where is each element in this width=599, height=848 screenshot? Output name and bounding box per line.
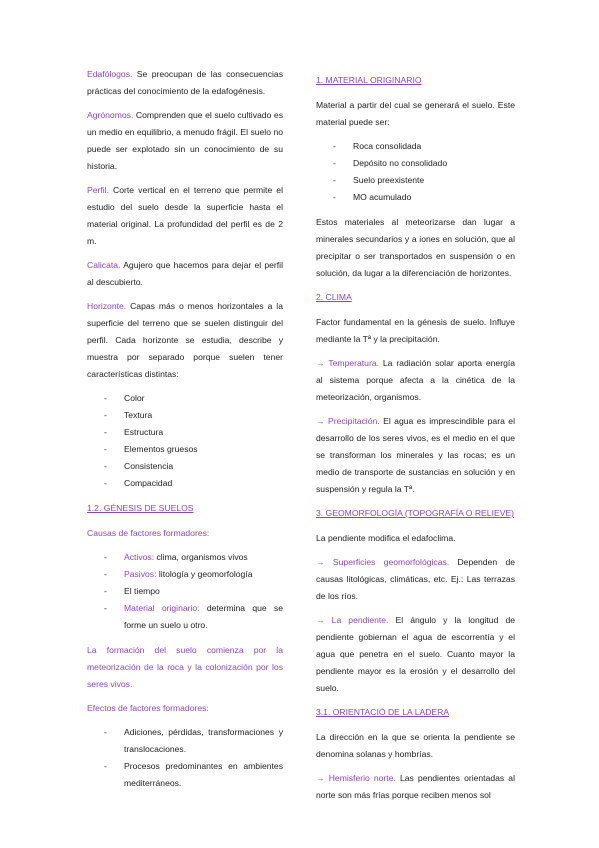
text-pendiente: El ángulo y la longitud de pendiente gobiernan el agua de escorrentía y el agua que penetra en el suelo. Cuanto mayor la pendiente mayor es la erosión y el desarrollo del suelo. [316,615,515,693]
list-materiales [316,138,515,206]
section-heading-genesis: 1.2. GÉNESIS DE SUELOS [87,503,194,513]
section-heading-material: 1. MATERIAL ORIGINARIO [316,75,422,85]
causas-title: Causas de factores formadores: [87,528,210,538]
list-item [87,600,283,634]
text-pasivos: litología y geomorfología [156,569,253,579]
term-precipitacion: Precipitación. [328,416,380,426]
section-heading-orientacion: 3.1. ORIENTACIÓ DE LA LADERA [316,707,450,717]
list-item: - Estructura [87,424,283,441]
list-item: - Procesos predominantes en ambientes mediterráneos. [87,758,283,792]
arrow-right-icon: → [316,358,329,368]
text-superficies: Dependen de causas litológicas, climáticas, etc. Ej.: Las terrazas de los ríos. [316,557,516,601]
paragraph-perfil [87,182,283,250]
text-edafologos: Se preocupan de las consecuencias prácticas del conocimiento de la edafogénesis. [87,69,283,96]
paragraph-orientacion-intro: La dirección en la que se orienta la pendiente se denomina solanas y hombrías. [316,732,515,759]
term-pasivos: Pasivos: [124,569,157,579]
paragraph-superficies [316,554,515,605]
list-item [87,549,283,566]
list-item: - Compacidad [87,475,283,492]
text-calicata: Agujero que hacemos para dejar el perfil al descubierto. [87,260,283,287]
arrow-right-icon: → [316,615,332,625]
list-caracteristicas [87,390,283,492]
list-item [87,566,283,583]
paragraph-material-text: Estos materiales al meteorizarse dan lugar a minerales secundarios y a iones en solución, que al precipitar o ser transportados en suspensión o en solución, da lugar a la diferenciación de horizontes. [316,217,515,278]
list-item: - MO acumulado [316,189,515,206]
section-heading-clima: 2. CLIMA [316,292,352,302]
paragraph-material-intro: Material a partir del cual se generará el suelo. Este material puede ser: [316,100,515,127]
text-material: determina que se forme un suelo u otro. [124,603,283,630]
arrow-right-icon: → [316,557,333,567]
term-temperatura: Temperatura. [328,358,379,368]
list-item: - Suelo preexistente [316,172,515,189]
paragraph-pendiente [316,612,515,697]
efectos-title: Efectos de factores formadores: [87,703,209,713]
term-superficies: Superficies geomorfológicas. [332,557,450,567]
term-activos: Activos: [124,552,155,562]
list-causas [87,549,283,634]
term-material: Material originario: [124,603,200,613]
paragraph-agronomos [87,107,283,175]
list-item: - Textura [87,407,283,424]
paragraph-clima-intro: Factor fundamental en la génesis de suelo. Influye mediante la Tª y la precipitación. [316,317,515,344]
paragraph-geomorfologia-intro: La pendiente modifica el edafoclima. [316,533,456,543]
text-perfil: Corte vertical en el terreno que permite el estudio del suelo desde la superficie hasta el material original. La profundidad del perfil es de 2 m. [87,185,283,246]
section-heading-geomorfologia: 3. GEOMORFOLOGÍA (TOPOGRAFÍA O RELIEVE) [316,508,515,518]
text-horizonte: Capas más o menos horizontales a la superficie del terreno que se suelen distinguir del perfil. Cada horizonte se estudia, describe y muestra por separado porque suelen tener características distintas: [87,301,283,379]
paragraph-formacion: La formación del suelo comienza por la meteorización de la roca y la colonización por los seres vivos. [87,645,283,689]
term-pendiente: La pendiente. [331,615,389,625]
list-item: - Elementos gruesos [87,441,283,458]
term-hemisferio-norte: Hemisferio norte. [328,773,396,783]
paragraph-precipitacion [316,413,515,498]
term-horizonte: Horizonte. [87,301,127,311]
term-perfil: Perfil. [87,185,109,195]
paragraph-temperatura [316,355,515,406]
left-column [87,66,283,800]
list-efectos [87,724,283,792]
arrow-right-icon: → [316,416,329,426]
term-calicata: Calicata. [87,260,121,270]
paragraph-hemisferio-norte [316,770,515,804]
text-tiempo: El tiempo [124,586,160,596]
paragraph-horizonte [87,298,283,383]
text-precipitacion: El agua es imprescindible para el desarrollo de los seres vivos, es el medio en el que se transforman los minerales y las rocas; es un medio de transporte de sustancias en solución y en suspensión y regula la Tª. [316,416,515,494]
paragraph-edafologos [87,66,283,100]
arrow-right-icon: → [316,773,329,783]
list-item: - Consistencia [87,458,283,475]
term-edafologos: Edafólogos. [87,69,133,79]
text-agronomos: Comprenden que el suelo cultivado es un medio en equilibrio, a menudo frágil. El suelo no puede ser explotado sin un conocimiento de su historia. [87,110,283,171]
list-item: - Adiciones, pérdidas, transformaciones y translocaciones. [87,724,283,758]
right-column [316,66,515,811]
list-item: - Color [87,390,283,407]
text-temperatura: La radiación solar aporta energía al sistema porque afecta a la cinética de la meteorización, organismos. [316,358,516,402]
paragraph-calicata [87,257,283,291]
text-activos: clima, organismos vivos [154,552,248,562]
term-agronomos: Agrónomos. [87,110,134,120]
text-hemisferio-norte: Las pendientes orientadas al norte son más frías porque reciben menos sol [316,773,516,800]
list-item: - Depósito no consolidado [316,155,515,172]
list-item [87,583,283,600]
list-item: - Roca consolidada [316,138,515,155]
